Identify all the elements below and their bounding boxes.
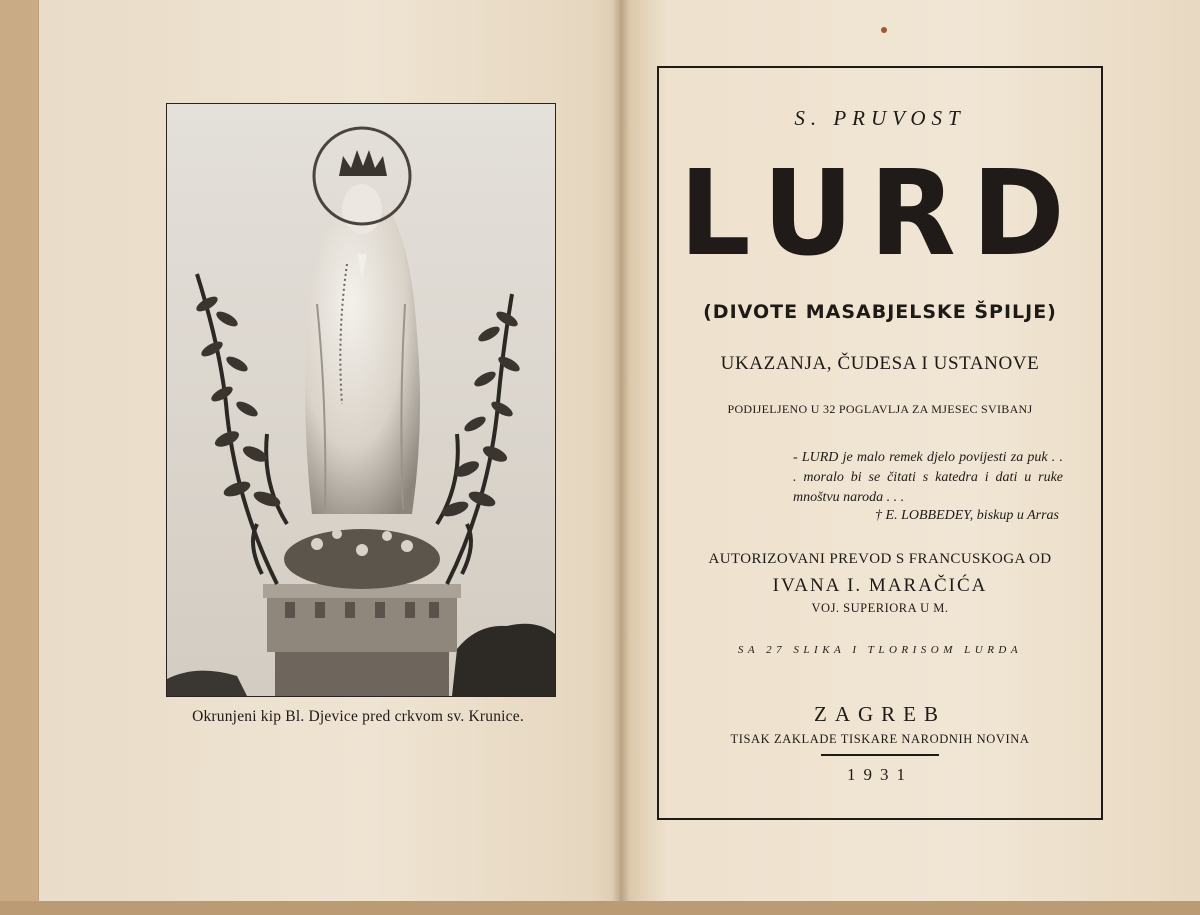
cover-edge <box>0 901 1200 915</box>
chapter-division: PODIJELJENO U 32 POGLAVLJA ZA MJESEC SVIBANJ <box>727 402 1033 416</box>
translated-by: AUTORIZOVANI PREVOD S FRANCUSKOGA OD <box>708 551 1052 567</box>
translator-rank: VOJ. SUPERIORA U M. <box>811 601 949 615</box>
publication-city: ZAGREB <box>814 702 946 726</box>
quote-signature: † E. LOBBEDEY, biskup u Arras <box>875 508 1059 523</box>
statue-photo <box>166 103 556 697</box>
book-title: LURD <box>679 145 1081 283</box>
quote: - LURD je malo remek djelo povijesti za puk . . . moralo bi se čitati s katedra i dati u ruke mnoštvu naroda . . . <box>793 450 1063 505</box>
statue-illustration <box>167 104 555 696</box>
ink-spot <box>881 27 887 33</box>
subtitle: (DIVOTE MASABJELSKE ŠPILJE) <box>703 301 1057 323</box>
book-gutter <box>612 0 630 915</box>
subtitle-secondary: UKAZANJA, ČUDESA I USTANOVE <box>720 353 1040 374</box>
divider-rule <box>821 754 939 756</box>
illustrations-note: SA 27 SLIKA I TLORISOM LURDA <box>737 644 1023 656</box>
printer: TISAK ZAKLADE TISKARE NARODNIH NOVINA <box>730 732 1030 746</box>
publication-year: 1931 <box>847 765 913 784</box>
photo-caption: Okrunjeni kip Bl. Djevice pred crkvom sv. Krunice. <box>192 708 524 725</box>
title-frame <box>657 66 1103 820</box>
author: S. PRUVOST <box>794 106 966 130</box>
translator-name: IVANA I. MARAČIĆA <box>772 575 988 596</box>
